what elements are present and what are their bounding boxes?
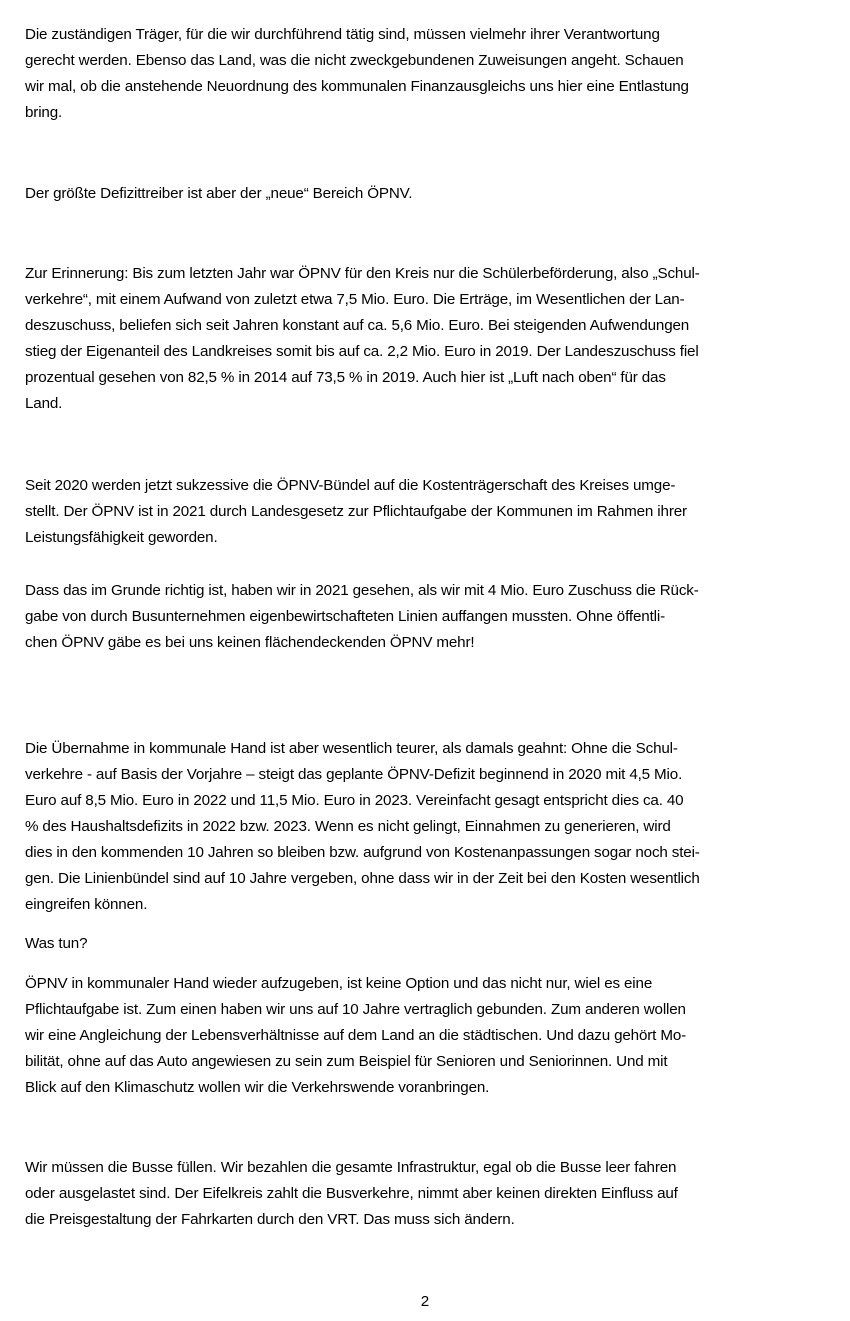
paragraph-deficit-driver [25,181,840,207]
text-line: Pflichtaufgabe ist. Zum einen haben wir uns auf 10 Jahre vertraglich gebunden. Zum anderen wollen [25,1001,686,1018]
text-line: Blick auf den Klimaschutz wollen wir die Verkehrswende voranbringen. [25,1079,490,1096]
text-line: Die zuständigen Träger, für die wir durchführend tätig sind, müssen vielmehr ihrer Verantwortung [25,26,660,43]
text-line: prozentual gesehen von 82,5 % in 2014 auf 73,5 % in 2019. Auch hier ist „Luft nach oben“ für das [25,369,666,386]
paragraph-question [25,931,840,957]
text-line: wir eine Angleichung der Lebensverhältnisse auf dem Land an die städtischen. Und dazu gehört Mo- [25,1027,687,1044]
text-line: stellt. Der ÖPNV ist in 2021 durch Landesgesetz zur Pflichtaufgabe der Kommunen im Rahmen ihrer [25,503,687,520]
text-line: gen. Die Linienbündel sind auf 10 Jahre vergeben, ohne dass wir in der Zeit bei den Kosten wesentlich [25,870,700,887]
text-line: wir mal, ob die anstehende Neuordnung des kommunalen Finanzausgleichs uns hier eine Entlastung [25,78,689,95]
paragraph-2021-subsidy [25,578,840,656]
text-line: oder ausgelastet sind. Der Eifelkreis zahlt die Busverkehre, nimmt aber keinen direkten Einfluss auf [25,1185,678,1202]
text-line: Der größte Defizittreiber ist aber der „neue“ Bereich ÖPNV. [25,185,413,202]
text-line: chen ÖPNV gäbe es bei uns keinen flächendeckenden ÖPNV mehr! [25,634,475,651]
text-line: gerecht werden. Ebenso das Land, was die nicht zweckgebundenen Zuweisungen angeht. Schauen [25,52,684,69]
paragraph-responsibility [25,22,840,126]
text-line: stieg der Eigenanteil des Landkreises somit bis auf ca. 2,2 Mio. Euro in 2019. Der Landeszuschuss fiel [25,343,699,360]
text-line: % des Haushaltsdefizits in 2022 bzw. 2023. Wenn es nicht gelingt, Einnahmen zu generieren, wird [25,818,671,835]
text-line: deszuschuss, beliefen sich seit Jahren konstant auf ca. 5,6 Mio. Euro. Bei steigenden Aufwendungen [25,317,690,334]
page-number: 2 [420,1293,430,1310]
text-line: verkehre“, mit einem Aufwand von zuletzt etwa 7,5 Mio. Euro. Die Erträge, im Wesentlichen der Lan- [25,291,685,308]
paragraph-fill-buses [25,1155,840,1233]
paragraph-takeover-costs [25,736,840,918]
text-line: verkehre - auf Basis der Vorjahre – steigt das geplante ÖPNV-Defizit beginnend in 2020 mit 4,5 Mio. [25,766,683,783]
text-line: Die Übernahme in kommunale Hand ist aber wesentlich teurer, als damals geahnt: Ohne die Schul- [25,740,678,757]
text-line: dies in den kommenden 10 Jahren so bleiben bzw. aufgrund von Kostenanpassungen sogar noch stei- [25,844,700,861]
text-line: Zur Erinnerung: Bis zum letzten Jahr war ÖPNV für den Kreis nur die Schülerbeförderung, also „Schul- [25,265,700,282]
text-line: Was tun? [25,935,88,952]
text-line: Dass das im Grunde richtig ist, haben wir in 2021 gesehen, als wir mit 4 Mio. Euro Zuschuss die Rück- [25,582,699,599]
text-line: Land. [25,395,63,412]
text-line: eingreifen können. [25,896,148,913]
text-line: Leistungsfähigkeit geworden. [25,529,218,546]
text-line: Seit 2020 werden jetzt sukzessive die ÖPNV-Bündel auf die Kostenträgerschaft des Kreises umge- [25,477,676,494]
text-line: bilität, ohne auf das Auto angewiesen zu sein zum Beispiel für Senioren und Seniorinnen. Und mit [25,1053,668,1070]
paragraph-no-option [25,971,840,1101]
paragraph-since-2020 [25,473,840,551]
text-line: gabe von durch Busunternehmen eigenbewirtschafteten Linien auffangen mussten. Ohne öffentli- [25,608,665,625]
text-line: die Preisgestaltung der Fahrkarten durch den VRT. Das muss sich ändern. [25,1211,515,1228]
text-line: Wir müssen die Busse füllen. Wir bezahlen die gesamte Infrastruktur, egal ob die Busse leer fahren [25,1159,677,1176]
paragraph-reminder [25,261,840,417]
text-line: Euro auf 8,5 Mio. Euro in 2022 und 11,5 Mio. Euro in 2023. Vereinfacht gesagt entspricht dies ca. 40 [25,792,684,809]
text-line: ÖPNV in kommunaler Hand wieder aufzugeben, ist keine Option und das nicht nur, wiel es eine [25,975,653,992]
text-line: bring. [25,104,63,121]
